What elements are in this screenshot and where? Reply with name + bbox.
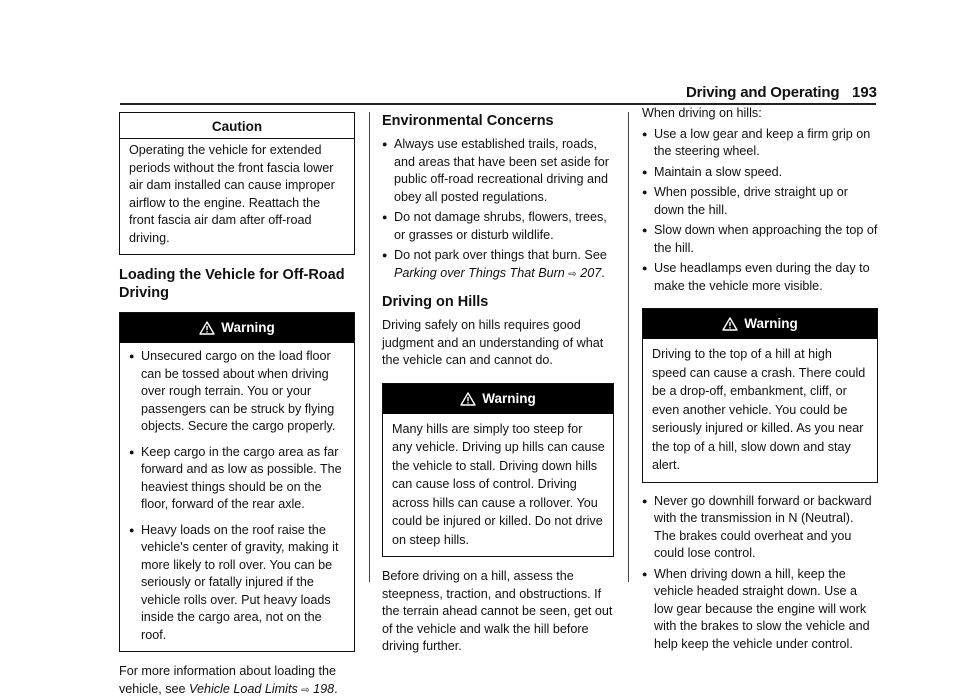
list-item: ● Do not park over things that burn. See Parking over Things That Burn ⇨ 207. (382, 248, 607, 280)
warning-box-hill-top (642, 308, 878, 483)
hills-heading: Driving on Hills (382, 294, 489, 310)
warning-icon (460, 392, 476, 406)
list-item: ● Maintain a slow speed. (642, 164, 783, 179)
list-item: ● Unsecured cargo on the load floor can be tossed about when driving over rough terrain. You or your passengers can be struck by flying objects. Secure the cargo properly. (129, 349, 336, 433)
more-info-text: For more information about loading the vehicle, see Vehicle Load Limits ⇨ 198. (119, 664, 338, 696)
warning-text: Many hills are simply too steep for any vehicle. Driving up hills can cause the vehicle to stall. Driving down hills can cause loss of control. Driving across hills can cause a rollover. You could be injured or killed. Do not drive on steep hills. (392, 421, 605, 547)
caution-box (119, 112, 355, 255)
column-left (119, 112, 355, 699)
warning-icon (722, 317, 738, 331)
caution-text: Operating the vehicle for extended periods without the front fascia lower air dam installed can cause improper airflow to the engine. Reattach the front fascia air dam after off-road driving. (129, 143, 335, 245)
hills-list-intro: When driving on hills: (642, 106, 762, 120)
list-item: ● Heavy loads on the roof raise the vehicle's center of gravity, making it more likely to roll over. You can be seriously or fatally injured if the vehicle rolls over. Put heavy loads inside the cargo area, not on the roof. (129, 522, 339, 642)
environmental-heading: Environmental Concerns (382, 113, 554, 129)
warning-title: Warning (221, 320, 275, 335)
list-item: ● When possible, drive straight up or down the hill. (642, 185, 848, 217)
column-middle (382, 112, 614, 656)
vehicle-load-limits-link[interactable]: Vehicle Load Limits (189, 681, 298, 696)
page-arrow-icon: ⇨ (568, 268, 577, 280)
before-driving-text: Before driving on a hill, assess the steepness, traction, and obstructions. If the terrain ahead cannot be seen, get out of the vehicle and walk the hill before driving further. (382, 569, 613, 653)
caution-title: Caution (120, 113, 354, 139)
list-item: ● Do not damage shrubs, flowers, trees, or grasses or disturb wildlife. (382, 210, 607, 242)
loading-heading: Loading the Vehicle for Off-Road Driving (119, 267, 345, 301)
section-title: Driving and Operating (686, 84, 840, 101)
hills-intro: Driving safely on hills requires good judgment and an understanding of what the vehicle can and cannot do. (382, 318, 604, 367)
parking-over-things-link[interactable]: Parking over Things That Burn (394, 265, 565, 280)
column-divider-2 (628, 112, 629, 582)
list-item: ● Use headlamps even during the day to make the vehicle more visible. (642, 261, 870, 293)
warning-header (643, 309, 877, 339)
list-item: ● Keep cargo in the cargo area as far forward and as low as possible. The heaviest things should be on the floor, forward of the rear axle. (129, 444, 342, 511)
warning-title: Warning (744, 316, 798, 331)
warning-box-hills (382, 383, 614, 558)
list-item: ● Slow down when approaching the top of the hill. (642, 223, 878, 255)
list-item: ● When driving down a hill, keep the vehicle headed straight down. Use a low gear because the engine will work with the brakes to slow the vehicle and help keep the vehicle under control. (642, 566, 870, 651)
page-number: 193 (852, 84, 878, 101)
column-right (642, 105, 878, 653)
list-item: ● Use a low gear and keep a firm grip on the steering wheel. (642, 126, 871, 158)
warning-text: Driving to the top of a hill at high speed can cause a crash. There could be a drop-off, embankment, cliff, or even another vehicle. You could be seriously injured or killed. As you near the top of a hill, slow down and stay alert. (652, 347, 866, 472)
list-item: ● Never go downhill forward or backward with the transmission in N (Neutral). The brakes could overheat and you could lose control. (642, 493, 872, 560)
warning-header (383, 384, 613, 414)
warning-header (120, 313, 354, 343)
warning-box-loading (119, 312, 355, 652)
page-arrow-icon: ⇨ (301, 684, 310, 696)
warning-title: Warning (482, 390, 536, 406)
warning-icon (199, 321, 215, 335)
column-divider-1 (369, 112, 370, 582)
list-item: ● Always use established trails, roads, and areas that have been set aside for public off-road recreational driving and obey all posted regulations. (382, 137, 609, 204)
